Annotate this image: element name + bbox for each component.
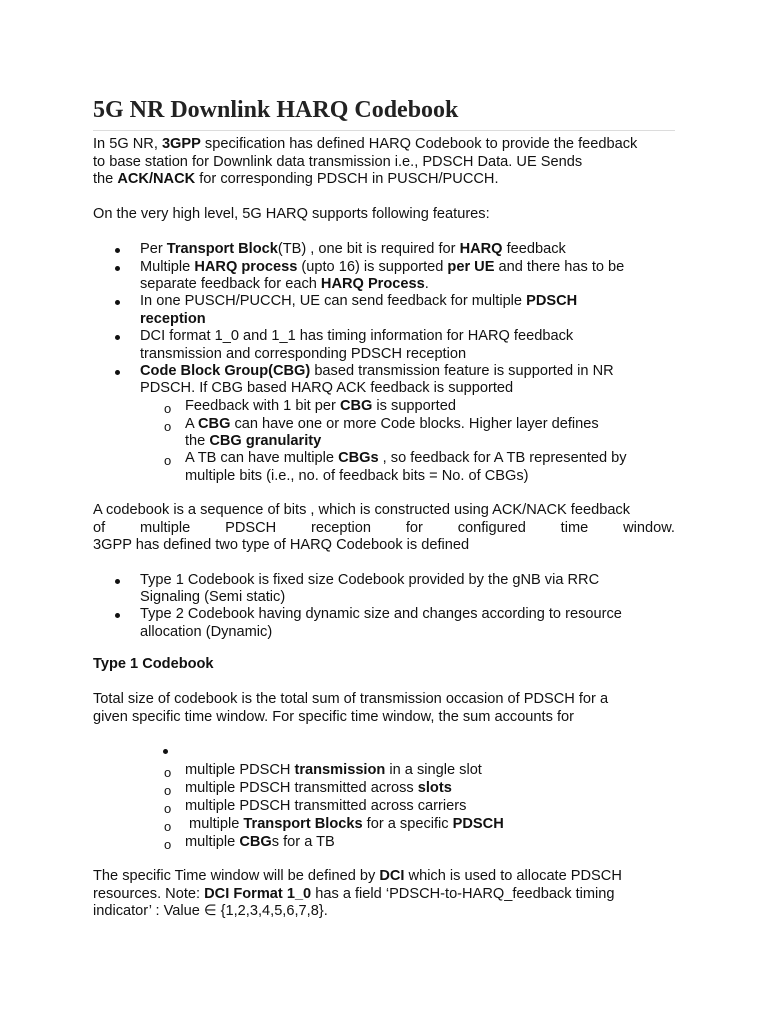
final-line-1: The specific Time window will be defined by DCI which is used to allocate PDSCH bbox=[93, 868, 622, 884]
type-item: Type 2 Codebook having dynamic size and changes according to resource bbox=[140, 606, 622, 622]
sub-bullet-icon: o bbox=[164, 765, 172, 780]
title-divider bbox=[93, 130, 675, 131]
type-item: Type 1 Codebook is fixed size Codebook provided by the gNB via RRC bbox=[140, 572, 600, 588]
feature-item-cont: separate feedback for each HARQ Process. bbox=[140, 276, 429, 292]
feature-item: In one PUSCH/PUCCH, UE can send feedback for multiple PDSCH bbox=[140, 293, 578, 309]
feature-item: DCI format 1_0 and 1_1 has timing information for HARQ feedback bbox=[140, 328, 574, 344]
intro-line-3: the ACK/NACK for corresponding PDSCH in PUSCH/PUCCH. bbox=[93, 171, 499, 187]
sub-bullet-icon: o bbox=[164, 453, 172, 468]
bullet-icon bbox=[115, 335, 120, 340]
sub-bullet-icon: o bbox=[164, 401, 172, 416]
sub-bullet-icon: o bbox=[164, 837, 172, 852]
bullet-icon bbox=[115, 370, 120, 375]
feature-item: Multiple HARQ process (upto 16) is supported per UE and there has to be bbox=[140, 259, 625, 275]
features-intro: On the very high level, 5G HARQ supports following features: bbox=[93, 206, 490, 222]
sub-item: A TB can have multiple CBGs , so feedback for A TB represented by bbox=[185, 450, 627, 466]
type-item-cont: Signaling (Semi static) bbox=[140, 589, 286, 605]
bullet-icon bbox=[115, 248, 120, 253]
codebook-line-2: of multiple PDSCH reception for configured time window. bbox=[93, 519, 675, 536]
intro-line-1: In 5G NR, 3GPP specification has defined HARQ Codebook to provide the feedback bbox=[93, 136, 638, 152]
sum-item: multiple CBGs for a TB bbox=[185, 834, 335, 850]
final-paragraph bbox=[93, 868, 675, 921]
sub-bullet-icon: o bbox=[164, 783, 172, 798]
codebook-line-1: A codebook is a sequence of bits , which is constructed using ACK/NACK feedback bbox=[93, 502, 631, 518]
total-line-2: given specific time window. For specific time window, the sum accounts for bbox=[93, 708, 574, 725]
sum-item: multiple PDSCH transmitted across slots bbox=[185, 780, 452, 796]
codebook-line-3: 3GPP has defined two type of HARQ Codebook is defined bbox=[93, 537, 470, 553]
intro-line-2: to base station for Downlink data transmission i.e., PDSCH Data. UE Sends bbox=[93, 153, 583, 170]
feature-item-cont: transmission and corresponding PDSCH reception bbox=[140, 346, 467, 362]
empty-bullet-icon bbox=[163, 749, 168, 754]
sum-item: multiple Transport Blocks for a specific PDSCH bbox=[185, 816, 504, 832]
codebook-paragraph bbox=[93, 502, 675, 555]
sub-item: A CBG can have one or more Code blocks. Higher layer defines bbox=[185, 416, 599, 432]
sub-item-cont: the CBG granularity bbox=[185, 433, 322, 449]
final-line-2: resources. Note: DCI Format 1_0 has a field ‘PDSCH-to-HARQ_feedback timing bbox=[93, 885, 615, 902]
sub-bullet-icon: o bbox=[164, 801, 172, 816]
total-paragraph bbox=[93, 691, 675, 726]
final-line-3: indicator’ : Value ∈ {1,2,3,4,5,6,7,8}. bbox=[93, 903, 328, 919]
feature-item: Code Block Group(CBG) based transmission feature is supported in NR bbox=[140, 363, 614, 379]
type-item-cont: allocation (Dynamic) bbox=[140, 624, 273, 640]
page-title: 5G NR Downlink HARQ Codebook bbox=[93, 97, 459, 123]
sum-item: multiple PDSCH transmitted across carriers bbox=[185, 798, 467, 814]
sub-bullet-icon: o bbox=[164, 419, 172, 434]
sub-bullet-icon: o bbox=[164, 819, 172, 834]
sub-item-cont: multiple bits (i.e., no. of feedback bits = No. of CBGs) bbox=[185, 468, 529, 484]
bullet-icon bbox=[115, 300, 120, 305]
bullet-icon bbox=[115, 579, 120, 584]
section-heading: Type 1 Codebook bbox=[93, 656, 214, 672]
feature-item-cont: reception bbox=[140, 311, 206, 327]
sum-item: multiple PDSCH transmission in a single slot bbox=[185, 762, 482, 778]
sub-item: Feedback with 1 bit per CBG is supported bbox=[185, 398, 456, 414]
bullet-icon bbox=[115, 613, 120, 618]
intro-paragraph bbox=[93, 136, 675, 189]
bullet-icon bbox=[115, 266, 120, 271]
feature-item: Per Transport Block(TB) , one bit is required for HARQ feedback bbox=[140, 241, 566, 257]
total-line-1: Total size of codebook is the total sum of transmission occasion of PDSCH for a bbox=[93, 691, 609, 707]
feature-item-cont: PDSCH. If CBG based HARQ ACK feedback is supported bbox=[140, 380, 514, 396]
